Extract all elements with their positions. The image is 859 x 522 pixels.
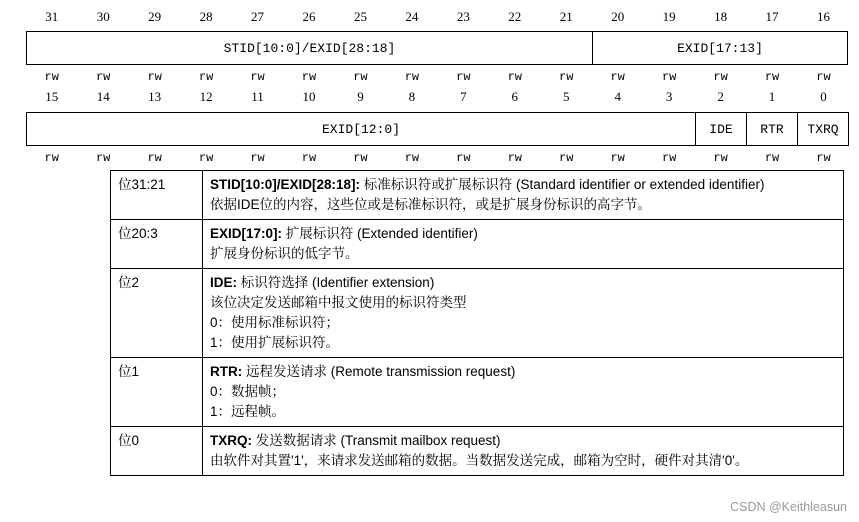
bit-description <box>203 269 844 358</box>
lower-bit-numbers <box>0 89 859 107</box>
bit-number: 7 <box>460 89 467 104</box>
field-exid-17-13: EXID[17:13] <box>592 31 848 65</box>
bit-number: 6 <box>511 89 519 104</box>
access-type: rw <box>353 70 368 84</box>
watermark: CSDN @Keithleasun <box>730 500 847 514</box>
access-type: rw <box>507 70 522 84</box>
access-type: rw <box>816 70 831 84</box>
access-type: rw <box>713 151 728 165</box>
field-title <box>210 431 837 451</box>
field-exid-12-0: EXID[12:0] <box>26 112 696 146</box>
description-line: 扩展身份标识的低字节。 <box>210 246 359 261</box>
bit-description <box>203 358 844 427</box>
field-title-text: 标准标识符或扩展标识符 (Standard identifier or extended identifier) <box>360 177 765 192</box>
field-title <box>210 273 837 293</box>
bit-number: 19 <box>662 9 676 24</box>
access-type: rw <box>559 151 574 165</box>
description-line: 1：远程帧。 <box>210 404 286 419</box>
field-name: STID[10:0]/EXID[28:18]: <box>210 177 361 192</box>
bit-number: 20 <box>611 9 625 24</box>
field-name: EXID[17:0]: <box>210 226 283 241</box>
lower-access-row <box>0 151 859 169</box>
access-type: rw <box>713 70 728 84</box>
bit-number: 15 <box>45 89 59 104</box>
description-line: 由软件对其置'1'，来请求发送邮箱的数据。当数据发送完成，邮箱为空时，硬件对其清'0'。 <box>210 453 749 468</box>
access-type: rw <box>559 70 574 84</box>
bit-number: 5 <box>563 89 570 104</box>
description-row <box>111 171 844 220</box>
access-type: rw <box>198 70 214 84</box>
access-type: rw <box>661 70 677 84</box>
access-type: rw <box>353 151 368 165</box>
field-name: IDE: <box>210 275 237 290</box>
upper-access-row <box>0 70 859 88</box>
field-title <box>210 224 837 244</box>
access-type: rw <box>301 151 317 165</box>
access-type: rw <box>250 70 265 84</box>
field-title-text: 标识符选择 (Identifier extension) <box>237 275 435 290</box>
access-type: rw <box>610 151 625 165</box>
access-type: rw <box>456 151 471 165</box>
bit-number: 13 <box>148 89 162 104</box>
bit-number: 3 <box>665 89 673 104</box>
bit-number: 17 <box>765 9 779 24</box>
description-row <box>111 220 844 269</box>
access-type: rw <box>816 151 831 165</box>
description-line: 0：数据帧； <box>210 384 286 399</box>
field-stid-exid-high: STID[10:0]/EXID[28:18] <box>26 31 593 65</box>
bit-number: 27 <box>251 9 265 24</box>
access-type: rw <box>764 70 780 84</box>
field-title <box>210 362 837 382</box>
bit-number: 28 <box>199 9 213 24</box>
access-type: rw <box>250 151 265 165</box>
bit-number: 21 <box>559 9 573 24</box>
bit-number: 2 <box>717 89 724 104</box>
bit-position: 位31:21 <box>111 171 203 220</box>
bit-position: 位2 <box>111 269 203 358</box>
field-title-text: 远程发送请求 (Remote transmission request) <box>242 364 516 379</box>
bit-description <box>203 427 844 476</box>
field-name: RTR: <box>210 364 243 379</box>
field-title-text: 扩展标识符 (Extended identifier) <box>282 226 478 241</box>
access-type: rw <box>764 151 780 165</box>
access-type: rw <box>610 70 625 84</box>
bit-number: 14 <box>96 89 110 104</box>
bit-number: 4 <box>614 89 621 104</box>
access-type: rw <box>404 70 420 84</box>
bit-number: 30 <box>96 9 110 24</box>
description-line: 1：使用扩展标识符。 <box>210 335 340 350</box>
field-ide: IDE <box>695 112 747 146</box>
description-line: 依据IDE位的内容，这些位或是标准标识符，或是扩展身份标识的高字节。 <box>210 197 652 212</box>
bit-description <box>203 220 844 269</box>
bit-number: 9 <box>357 89 364 104</box>
bit-description <box>203 171 844 220</box>
bit-number: 11 <box>251 89 264 104</box>
bit-number: 23 <box>456 9 470 24</box>
field-title-text: 发送数据请求 (Transmit mailbox request) <box>252 433 501 448</box>
bit-number: 12 <box>199 89 213 104</box>
access-type: rw <box>404 151 420 165</box>
access-type: rw <box>507 151 522 165</box>
bit-number: 24 <box>405 9 419 24</box>
bit-number: 25 <box>353 9 367 24</box>
access-type: rw <box>301 70 317 84</box>
bit-number: 8 <box>408 89 416 104</box>
bit-number: 31 <box>45 9 59 24</box>
bit-number: 26 <box>302 9 316 24</box>
field-name: TXRQ: <box>210 433 252 448</box>
description-row <box>111 269 844 358</box>
bit-position: 位20:3 <box>111 220 203 269</box>
bit-number: 29 <box>148 9 162 24</box>
field-txrq: TXRQ <box>797 112 849 146</box>
bit-position: 位0 <box>111 427 203 476</box>
bit-number: 1 <box>768 89 776 104</box>
description-row <box>111 427 844 476</box>
bit-description-table <box>110 170 844 476</box>
bit-number: 18 <box>714 9 728 24</box>
bit-number: 0 <box>820 89 827 104</box>
access-type: rw <box>198 151 214 165</box>
description-line: 0：使用标准标识符； <box>210 315 340 330</box>
field-rtr: RTR <box>746 112 798 146</box>
access-type: rw <box>44 70 59 84</box>
access-type: rw <box>95 151 111 165</box>
bit-position: 位1 <box>111 358 203 427</box>
upper-bit-numbers <box>0 9 859 27</box>
access-type: rw <box>147 70 162 84</box>
access-type: rw <box>661 151 677 165</box>
bit-number: 22 <box>508 9 522 24</box>
description-line: 该位决定发送邮箱中报文使用的标识符类型 <box>210 295 467 310</box>
access-type: rw <box>44 151 59 165</box>
bit-number: 10 <box>302 89 316 104</box>
field-title <box>210 175 837 195</box>
access-type: rw <box>95 70 111 84</box>
access-type: rw <box>456 70 471 84</box>
description-row <box>111 358 844 427</box>
access-type: rw <box>147 151 162 165</box>
bit-number: 16 <box>817 9 830 24</box>
